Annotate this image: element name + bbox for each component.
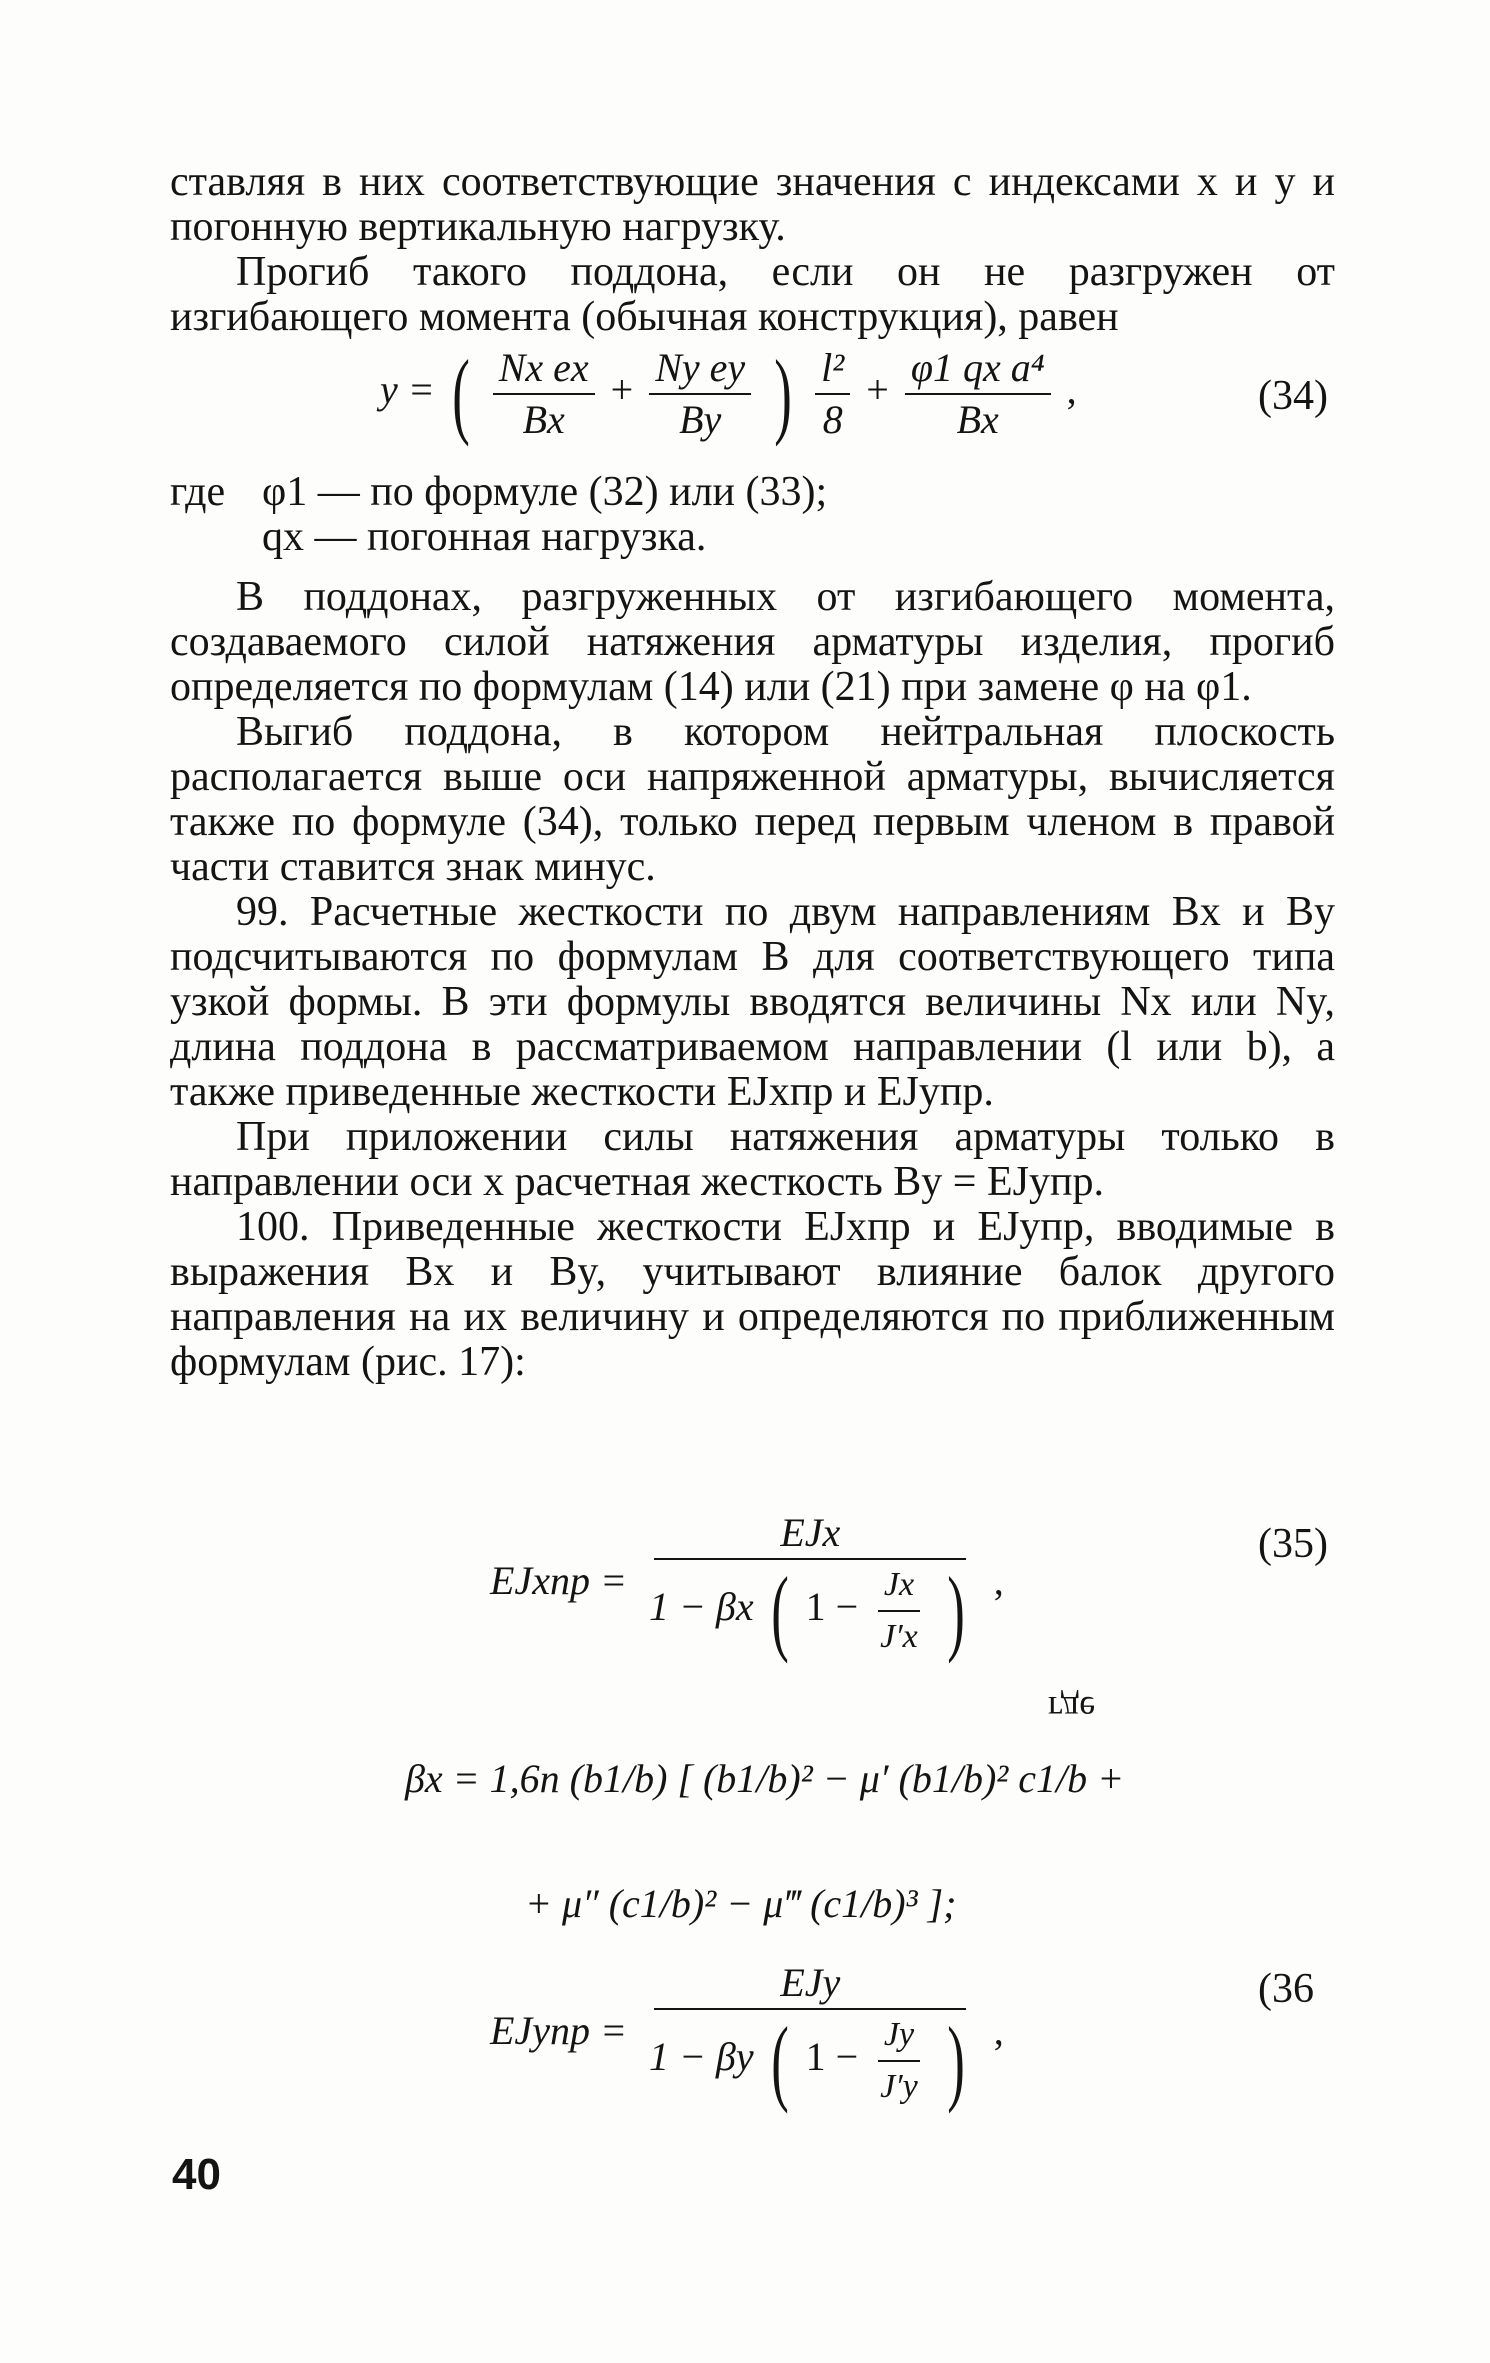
equation-36: EJyпр = EJy 1 − βy ( 1 − $\frac{Jy}{J'y}$ ) ,: [490, 1960, 1004, 2114]
paragraph-3: В поддонах, разгруженных от изгибающего момента, создаваемого силой натяжения арматуры изделия, прогиб определяется по формулам (14) или (21) при замене φ на φ1.: [170, 574, 1335, 710]
paragraph-2: Прогиб такого поддона, если он не разгружен от изгибающего момента (обычная конструкция), равен: [170, 249, 1335, 340]
equation-35: EJxпр = EJx 1 − βx ( 1 − $\frac{Jx}{J'x}$ ) ,: [490, 1510, 1004, 1664]
paragraph-1: ставляя в них соответствующие значения с индексами x и y и погонную вертикальную нагрузку.: [170, 159, 1335, 250]
paragraph-6: При приложении силы натяжения арматуры только в направлении оси x расчетная жесткость By = EJyпр.: [170, 1114, 1335, 1205]
page-number: 40: [172, 2150, 221, 2199]
paragraph-4: Выгиб поддона, в котором нейтральная плоскость располагается выше оси напряженной арматуры, вычисляется также по формуле (34), только перед первым членом в правой части ставится знак минус.: [170, 709, 1335, 890]
text-block-2: [170, 575, 1335, 1385]
mirrored-word: где: [1048, 1689, 1096, 1729]
where-line-1: φ1 — по формуле (32) или (33);: [262, 469, 828, 515]
equation-number-36: (36: [1258, 1966, 1314, 2012]
paragraph-5: 99. Расчетные жесткости по двум направлениям Bx и By подсчитываются по формулам B для соответствующего типа узкой формы. В эти формулы вводятся величины Nx или Ny, длина поддона в рассматриваемом направлении (l или b), а также приведенные жесткости EJxпр и EJyпр.: [170, 889, 1335, 1115]
text-block: [170, 160, 1335, 340]
where-line-2: qx — погонная нагрузка.: [262, 514, 707, 560]
equation-beta-line-2: + μ″ (c1/b)² − μ‴ (c1/b)³ ];: [525, 1881, 957, 1926]
paragraph-7: 100. Приведенные жесткости EJxпр и EJyпр, вводимые в выражения Bx и By, учитывают влияние балок другого направления на их величину и определяются по приближенным формулам (рис. 17):: [170, 1204, 1335, 1385]
equation-number-34: (34): [1258, 373, 1328, 419]
equation-beta-line-1: βx = 1,6n (b1/b) [ (b1/b)² − μ′ (b1/b)² c1/b +: [405, 1756, 1125, 1801]
equation-number-35: (35): [1258, 1521, 1328, 1567]
where-label: где: [170, 469, 226, 515]
equation-34: y = ( $\frac{\text{Nx ex}}{Bx}$ + $\frac{\text{Ny ey}}{By}$ ) $\frac{\text{l²}}{8}$ + $\frac{\text{φ1 qx a⁴}}{Bx}$ ,: [380, 340, 1077, 447]
